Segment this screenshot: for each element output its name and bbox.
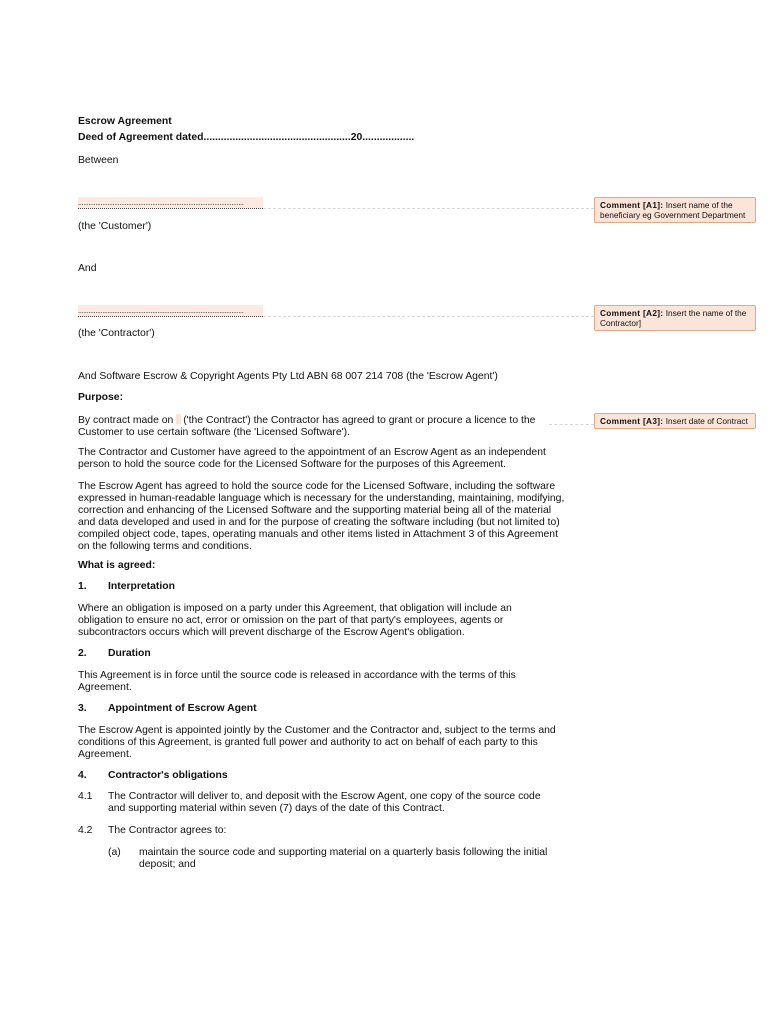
- contractor-name-field[interactable]: [78, 305, 263, 317]
- purpose-heading: Purpose:: [78, 392, 124, 403]
- section-4-number: 4.: [78, 770, 87, 781]
- purpose-p1-end: ('the Contract') the Contractor has agreed to grant or procure a licence to the Customer to use certain software (the 'Licensed Software').: [78, 415, 536, 438]
- comment-balloon-a2[interactable]: [594, 305, 756, 331]
- section-3-title: Appointment of Escrow Agent: [108, 703, 257, 714]
- section-4-1-text: The Contractor will deliver to, and deposit with the Escrow Agent, one copy of the source code and supporting material within seven (7) days of the date of this Contract.: [108, 791, 541, 814]
- between-label: Between: [78, 155, 119, 166]
- section-2-title: Duration: [108, 648, 151, 659]
- deed-date-line[interactable]: Deed of Agreement dated...................................................20..................: [78, 132, 415, 143]
- section-4-title: Contractor's obligations: [108, 770, 228, 781]
- comment-connector-a2: [263, 316, 594, 317]
- comment-balloon-a1[interactable]: [594, 197, 756, 223]
- comment-a1-body: Insert name of the beneficiary eg Government Department: [600, 200, 746, 220]
- section-3-number: 3.: [78, 703, 87, 714]
- purpose-paragraph-1: [78, 414, 558, 439]
- comment-a2-header: Comment [A2]:: [600, 308, 664, 318]
- section-4-2-number: 4.2: [78, 825, 93, 836]
- document-title: Escrow Agreement: [78, 116, 172, 127]
- comment-a3-header: Comment [A3]:: [600, 416, 664, 426]
- section-1-text: Where an obligation is imposed on a party under this Agreement, that obligation will include an obligation to ensure no act, error or omission on the part of that party's employees, agents or subcontractors occurs which will prevent discharge of the Escrow Agent's obligation.: [78, 603, 512, 638]
- section-4-2-a-text: maintain the source code and supporting material on a quarterly basis following the initial deposit; and: [139, 847, 548, 870]
- purpose-paragraph-3: The Escrow Agent has agreed to hold the source code for the Licensed Software, including the software expressed in human-readable language which is necessary for the understanding, maintaining, modifying, correction and enhancing of the Licensed Software and the supporting material being all of the material and data developed and used in and for the purpose of creating the software including (but not limited to) compiled object code, tapes, operating manuals and other items listed in Attachment 3 of this Agreement on the following terms and conditions.: [78, 481, 565, 552]
- comment-a2-body: Insert the name of the Contractor]: [600, 308, 747, 328]
- comment-balloon-a3[interactable]: [594, 413, 756, 429]
- comment-connector-a3: [549, 424, 594, 425]
- comment-a3-body: Insert date of Contract: [665, 416, 748, 426]
- comment-connector-a1: [263, 208, 594, 209]
- section-4-2-a-number: (a): [108, 847, 121, 858]
- comment-a1-header: Comment [A1]:: [600, 200, 664, 210]
- section-2-text: This Agreement is in force until the source code is released in accordance with the terms of this Agreement.: [78, 670, 516, 693]
- what-is-agreed-heading: What is agreed:: [78, 560, 156, 571]
- section-4-1-number: 4.1: [78, 791, 93, 802]
- contractor-label: (the 'Contractor'): [78, 328, 155, 339]
- and-label: And: [78, 263, 97, 274]
- customer-name-field[interactable]: [78, 197, 263, 209]
- contract-date-field[interactable]: [176, 414, 181, 424]
- section-1-title: Interpretation: [108, 581, 175, 592]
- section-2-number: 2.: [78, 648, 87, 659]
- customer-label: (the 'Customer'): [78, 221, 152, 232]
- section-4-2-text: The Contractor agrees to:: [108, 825, 227, 836]
- purpose-paragraph-2: The Contractor and Customer have agreed to the appointment of an Escrow Agent as an independent person to hold the source code for the Licensed Software for the purposes of this Agreement.: [78, 447, 546, 470]
- customer-name-dots: ................................................................................................: [78, 198, 244, 207]
- contractor-name-dots: ................................................................................................: [78, 306, 244, 315]
- section-1-number: 1.: [78, 581, 87, 592]
- escrow-agent-line: And Software Escrow & Copyright Agents Pty Ltd ABN 68 007 214 708 (the 'Escrow Agent'): [78, 371, 498, 382]
- section-3-text: The Escrow Agent is appointed jointly by the Customer and the Contractor and, subject to the terms and conditions of this Agreement, is granted full power and authority to act on behalf of each party to this Agreement.: [78, 725, 556, 760]
- purpose-p1-start: By contract made on: [78, 415, 174, 426]
